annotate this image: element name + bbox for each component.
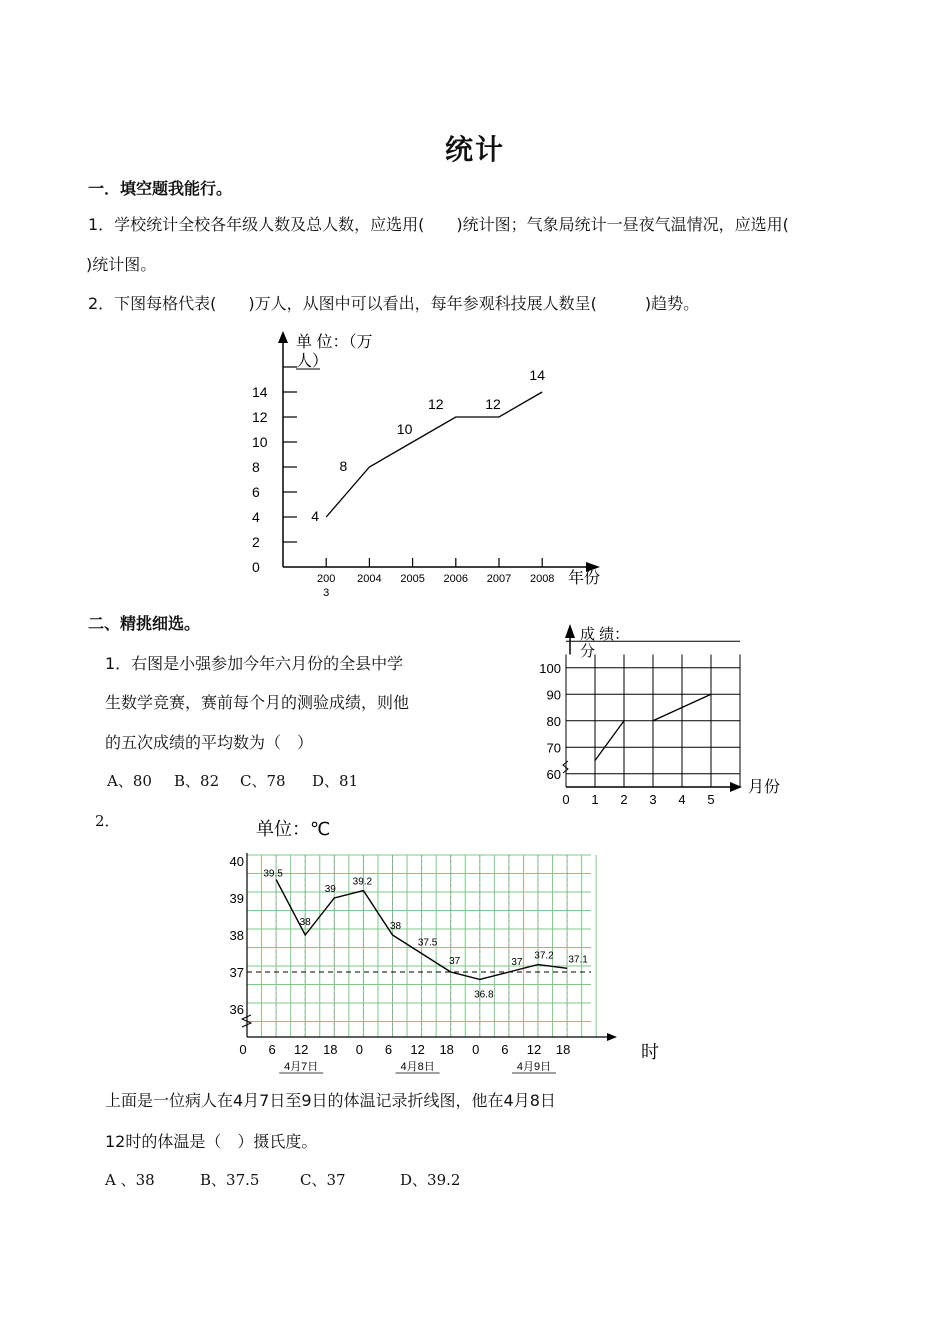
s2-q2-option-d: D、39.2 xyxy=(400,1171,461,1189)
data-label: 12 xyxy=(428,396,444,412)
y-tick-label: 0 xyxy=(252,559,260,575)
y-tick-label: 6 xyxy=(252,484,260,500)
s1-q2: 2．下图每格代表( )万人，从图中可以看出，每年参观科技展人数呈( )趋势。 xyxy=(88,294,700,313)
s2-q1-option-b: B、82 xyxy=(174,772,220,790)
s1-q1-line2: )统计图。 xyxy=(86,255,157,274)
y-axis-label-2: 人） xyxy=(296,353,329,370)
data-label: 14 xyxy=(529,367,545,383)
s2-q2-option-a: A 、38 xyxy=(105,1171,155,1189)
day-label: 4月9日 xyxy=(516,1061,552,1073)
x-axis-label: 时 xyxy=(641,1042,659,1062)
y-axis-label: 单 位：（万 xyxy=(296,334,373,351)
data-label: 37 xyxy=(449,956,461,967)
x-axis-label: 月份 xyxy=(748,779,781,796)
day-label: 4月8日 xyxy=(400,1061,435,1073)
y-tick-label: 39 xyxy=(229,891,244,906)
y-tick-label: 100 xyxy=(539,660,561,676)
s2-q1-option-a: A、80 xyxy=(107,772,152,790)
visitors-line-chart xyxy=(240,325,620,610)
x-tick-label-extra: 3 xyxy=(323,587,330,599)
data-label: 39.5 xyxy=(263,868,283,880)
data-label: 37 xyxy=(511,957,523,968)
y-axis-label: 单位：℃ xyxy=(256,819,331,839)
x-axis-label: 年份 xyxy=(568,570,601,587)
y-tick-label: 38 xyxy=(229,928,244,943)
s1-q1-line1: 1．学校统计全校各年级人数及总人数，应选用( )统计图；气象局统计一昼夜气温情况，应选用( xyxy=(88,215,789,234)
data-label: 4 xyxy=(311,508,320,524)
section1-heading: 一．填空题我能行。 xyxy=(88,179,233,198)
y-tick-label: 12 xyxy=(252,409,268,425)
data-label: 39.2 xyxy=(352,876,373,888)
data-label: 37.1 xyxy=(568,954,588,966)
data-label: 10 xyxy=(396,421,413,437)
y-tick-label: 8 xyxy=(252,459,260,475)
x-tick-label: 200 xyxy=(317,573,336,585)
scores-line-chart xyxy=(530,620,790,815)
data-label: 37.2 xyxy=(534,950,554,962)
x-tick-label: 12 xyxy=(526,1042,542,1057)
x-tick-label: 18 xyxy=(439,1042,454,1057)
x-tick-label: 2 xyxy=(620,792,628,807)
s2-q2-line1: 上面是一位病人在4月7日至9日的体温记录折线图，他在4月8日 xyxy=(105,1091,556,1110)
y-axis-arrow xyxy=(565,624,575,638)
x-tick-label: 0 xyxy=(472,1042,480,1057)
x-tick-label: 4 xyxy=(678,792,686,807)
y-tick-label: 4 xyxy=(252,509,260,525)
x-tick-label: 12 xyxy=(410,1042,425,1057)
x-axis-arrow xyxy=(607,1033,617,1041)
y-tick-label: 36 xyxy=(229,1002,244,1017)
s2-q1-line2: 生数学竞赛，赛前每个月的测验成绩，则他 xyxy=(105,693,410,712)
data-label: 36.8 xyxy=(474,989,494,1001)
x-tick-label: 0 xyxy=(562,792,570,807)
x-tick-label: 2008 xyxy=(529,573,555,585)
x-tick-label: 2006 xyxy=(443,573,469,585)
x-tick-label: 0 xyxy=(355,1042,364,1057)
data-label: 37.5 xyxy=(417,937,438,949)
x-tick-label: 2007 xyxy=(486,573,512,585)
data-label: 12 xyxy=(485,396,501,412)
y-tick-label: 60 xyxy=(546,766,561,782)
y-tick-label: 80 xyxy=(546,713,561,729)
s2-q2-number: 2． xyxy=(95,812,120,830)
x-tick-label: 3 xyxy=(649,792,657,807)
s2-q1-option-d: D、81 xyxy=(312,772,359,790)
x-tick-label: 2005 xyxy=(400,573,425,585)
x-tick-label: 6 xyxy=(268,1042,276,1057)
s2-q1-line3: 的五次成绩的平均数为（ ） xyxy=(105,733,314,752)
x-tick-label: 12 xyxy=(293,1042,309,1057)
axis-break-mark xyxy=(563,761,568,773)
data-label: 8 xyxy=(339,458,348,474)
s2-q1-line1: 1．右图是小强参加今年六月份的全县中学 xyxy=(105,654,404,673)
y-tick-label: 40 xyxy=(229,854,244,869)
x-tick-label: 18 xyxy=(323,1042,338,1057)
section2-heading: 二、精挑细选。 xyxy=(88,614,201,633)
y-tick-label: 10 xyxy=(252,434,268,450)
x-tick-label: 0 xyxy=(239,1042,247,1057)
day-label: 4月7日 xyxy=(284,1061,319,1073)
y-tick-label: 37 xyxy=(229,965,244,980)
y-axis-label-2: 分 xyxy=(580,643,596,660)
series-segment xyxy=(595,721,624,761)
temperature-line-chart xyxy=(225,815,675,1085)
y-tick-label: 2 xyxy=(252,534,260,550)
y-tick-label: 90 xyxy=(546,687,561,703)
x-tick-label: 2004 xyxy=(357,573,382,585)
page-title: 统计 xyxy=(444,133,505,166)
x-tick-label: 6 xyxy=(384,1042,393,1057)
data-label: 38 xyxy=(389,921,402,932)
data-label: 39 xyxy=(324,884,336,895)
s2-q2-option-b: B、37.5 xyxy=(200,1171,260,1189)
data-label: 38 xyxy=(299,917,311,928)
s2-q2-line2: 12时的体温是（ ）摄氏度。 xyxy=(105,1132,318,1151)
y-tick-label: 70 xyxy=(546,740,561,756)
y-tick-label: 14 xyxy=(252,384,268,400)
x-tick-label: 18 xyxy=(555,1042,571,1057)
y-axis-arrow xyxy=(278,331,288,343)
s2-q1-option-c: C、78 xyxy=(240,772,286,790)
y-axis-label: 成 绩： xyxy=(580,626,630,643)
x-tick-label: 1 xyxy=(591,792,599,807)
x-tick-label: 6 xyxy=(501,1042,509,1057)
s2-q2-option-c: C、37 xyxy=(300,1171,346,1189)
x-tick-label: 5 xyxy=(707,792,715,807)
